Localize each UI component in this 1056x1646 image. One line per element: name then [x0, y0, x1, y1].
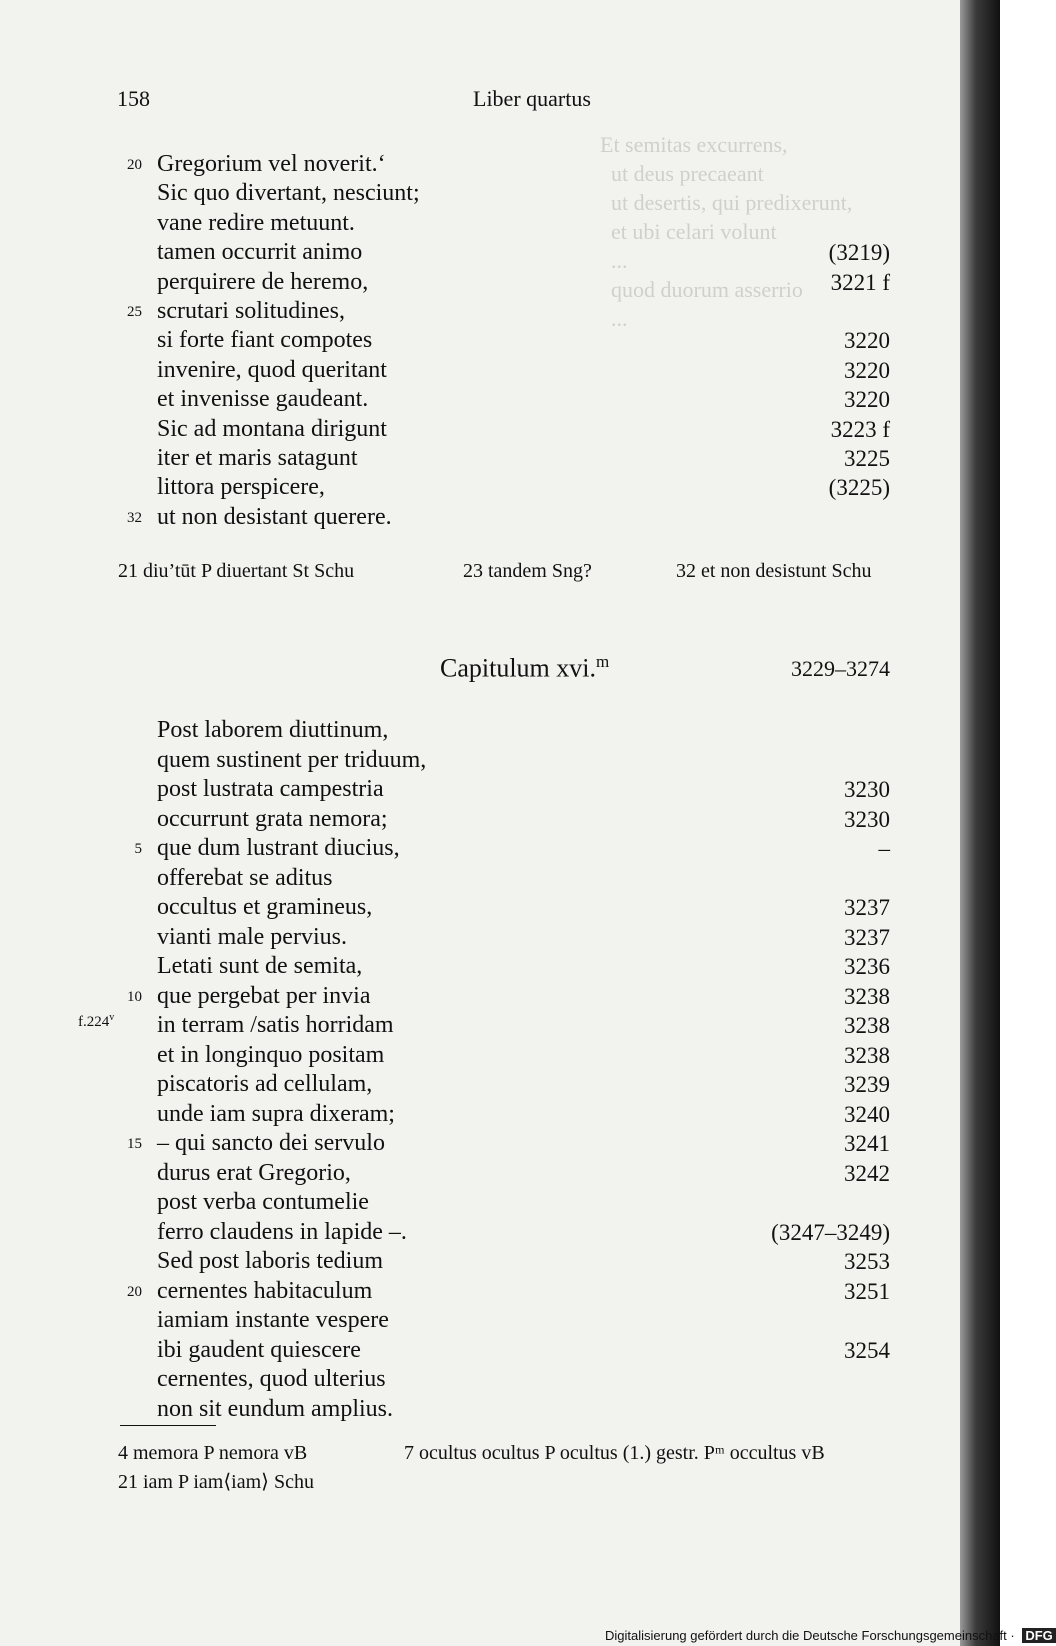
verse-reference: 3225 — [844, 446, 890, 471]
verse-reference: 3221 f — [830, 269, 890, 295]
credit-text: Digitalisierung gefördert durch die Deutsche Forschungsgemeinschaft · — [605, 1628, 1015, 1643]
verse-text: et in longinquo positam — [157, 1041, 385, 1068]
verse-reference: 3240 — [844, 1101, 890, 1127]
verse-reference: 3237 — [844, 895, 890, 920]
verse-text: perquirere de heremo, — [157, 268, 369, 295]
dfg-logo: DFG — [1022, 1628, 1055, 1643]
verse-reference: 3254 — [844, 1337, 890, 1363]
verse-reference: 3223 f — [830, 416, 890, 442]
verse-reference: 3230 — [844, 806, 890, 832]
verse-text: unde iam supra dixeram; — [157, 1100, 395, 1127]
chapter-heading — [440, 652, 609, 684]
apparatus-entry: 21 iam P iam⟨iam⟩ Schu — [118, 1471, 314, 1493]
verse-text: cernentes, quod ulterius — [157, 1366, 386, 1392]
line-number: 5 — [134, 841, 142, 857]
folio-marker — [78, 1012, 114, 1031]
verse-reference: 3238 — [844, 983, 890, 1009]
verse-text: vianti male pervius. — [157, 923, 347, 950]
line-number: 32 — [127, 509, 142, 526]
verse-text: Letati sunt de semita, — [157, 953, 363, 979]
verse-text: – qui sancto dei servulo — [157, 1130, 385, 1156]
verse-text: ibi gaudent quiescere — [157, 1336, 361, 1363]
verse-text: que pergebat per invia — [157, 982, 371, 1009]
verse-reference: 3230 — [844, 777, 890, 802]
apparatus-entry: 32 et non desistunt Schu — [676, 560, 872, 582]
verse-reference: 3239 — [844, 1072, 890, 1097]
verse-text: iamiam instante vespere — [157, 1307, 389, 1333]
verse-text: ut non desistant querere. — [157, 503, 392, 530]
verse-reference: 3253 — [844, 1249, 890, 1274]
verse-reference: 3251 — [844, 1278, 890, 1304]
chapter-range: 3229–3274 — [791, 656, 890, 681]
digitization-credit — [605, 1628, 1056, 1643]
verse-text: ferro claudens in lapide –. — [157, 1218, 407, 1245]
verse-text: in terram /satis horridam — [157, 1012, 394, 1038]
verse-text: Sic ad montana dirigunt — [157, 415, 387, 442]
chapter-title-sup: m — [596, 652, 610, 671]
line-number: 10 — [127, 988, 142, 1005]
verse-reference: (3219) — [828, 240, 890, 266]
verse-text: occultus et gramineus, — [157, 894, 373, 920]
verse-reference: 3220 — [844, 387, 890, 413]
verse-reference: 3241 — [844, 1131, 890, 1156]
verse-text: que dum lustrant diucius, — [157, 835, 400, 861]
running-title: Liber quartus — [473, 86, 591, 111]
apparatus-entry: 4 memora P nemora vB — [118, 1442, 308, 1464]
verse-text: invenire, quod queritant — [157, 356, 387, 383]
verse-text: tamen occurrit animo — [157, 239, 363, 266]
verse-reference: 3237 — [844, 924, 890, 950]
verse-text: post lustrata campestria — [157, 776, 384, 802]
verse-text: Post laborem diuttinum, — [157, 717, 389, 743]
verse-reference: 3220 — [844, 357, 890, 383]
verse-reference: 3242 — [844, 1160, 890, 1186]
page-number: 158 — [117, 86, 150, 111]
verse-text: iter et maris satagunt — [157, 445, 358, 471]
apparatus-entry: 7 ocultus ocultus P ocultus (1.) gestr. Pᵐ occultus vB — [404, 1442, 825, 1464]
line-number: 20 — [127, 1283, 142, 1300]
verse-text: si forte fiant compotes — [157, 327, 373, 354]
chapter-title: Capitulum xvi. — [440, 653, 596, 683]
verse-text: offerebat se aditus — [157, 864, 333, 891]
verse-text: Sed post laboris tedium — [157, 1248, 383, 1274]
verse-reference: 3238 — [844, 1013, 890, 1038]
verse-text: Gregorium vel noverit.‘ — [157, 151, 386, 177]
verse-reference: 3238 — [844, 1042, 890, 1068]
page-edge-shadow — [960, 0, 1000, 1646]
verse-reference: (3225) — [828, 475, 890, 501]
verse-text: piscatoris ad cellulam, — [157, 1071, 373, 1097]
line-number: 25 — [127, 304, 142, 320]
verse-text: quem sustinent per triduum, — [157, 746, 427, 773]
folio-marker-sup: v — [109, 1012, 115, 1023]
verse-text: vane redire metuunt. — [157, 209, 355, 236]
footnote-rule — [120, 1425, 216, 1426]
line-number: 20 — [127, 157, 142, 173]
verse-reference: – — [878, 836, 890, 861]
verse-text: et invenisse gaudeant. — [157, 386, 369, 413]
line-number: 15 — [127, 1136, 142, 1152]
bleed-through-text: Et semitas excurrens, ut deus precaeant ut desertis, qui predixerunt, et ubi celari volunt ... quod duorum asserrio ... — [600, 132, 853, 331]
apparatus-entry: 23 tandem Sng? — [463, 560, 592, 582]
verse-reference: 3220 — [844, 328, 890, 354]
verse-text: post verba contumelie — [157, 1189, 369, 1215]
verse-reference: 3236 — [844, 954, 890, 979]
verse-text: occurrunt grata nemora; — [157, 805, 388, 832]
verse-text: scrutari solitudines, — [157, 298, 345, 324]
folio-marker-text: f.224 — [78, 1014, 110, 1030]
verse-reference: (3247–3249) — [771, 1219, 890, 1245]
verse-text: durus erat Gregorio, — [157, 1159, 351, 1186]
apparatus-entry: 21 diu’tūt P diuertant St Schu — [118, 560, 355, 582]
verse-text: Sic quo divertant, nesciunt; — [157, 180, 420, 207]
verse-text: non sit eundum amplius. — [157, 1395, 393, 1422]
verse-text: cernentes habitaculum — [157, 1277, 373, 1304]
verse-text: littora perspicere, — [157, 474, 325, 501]
